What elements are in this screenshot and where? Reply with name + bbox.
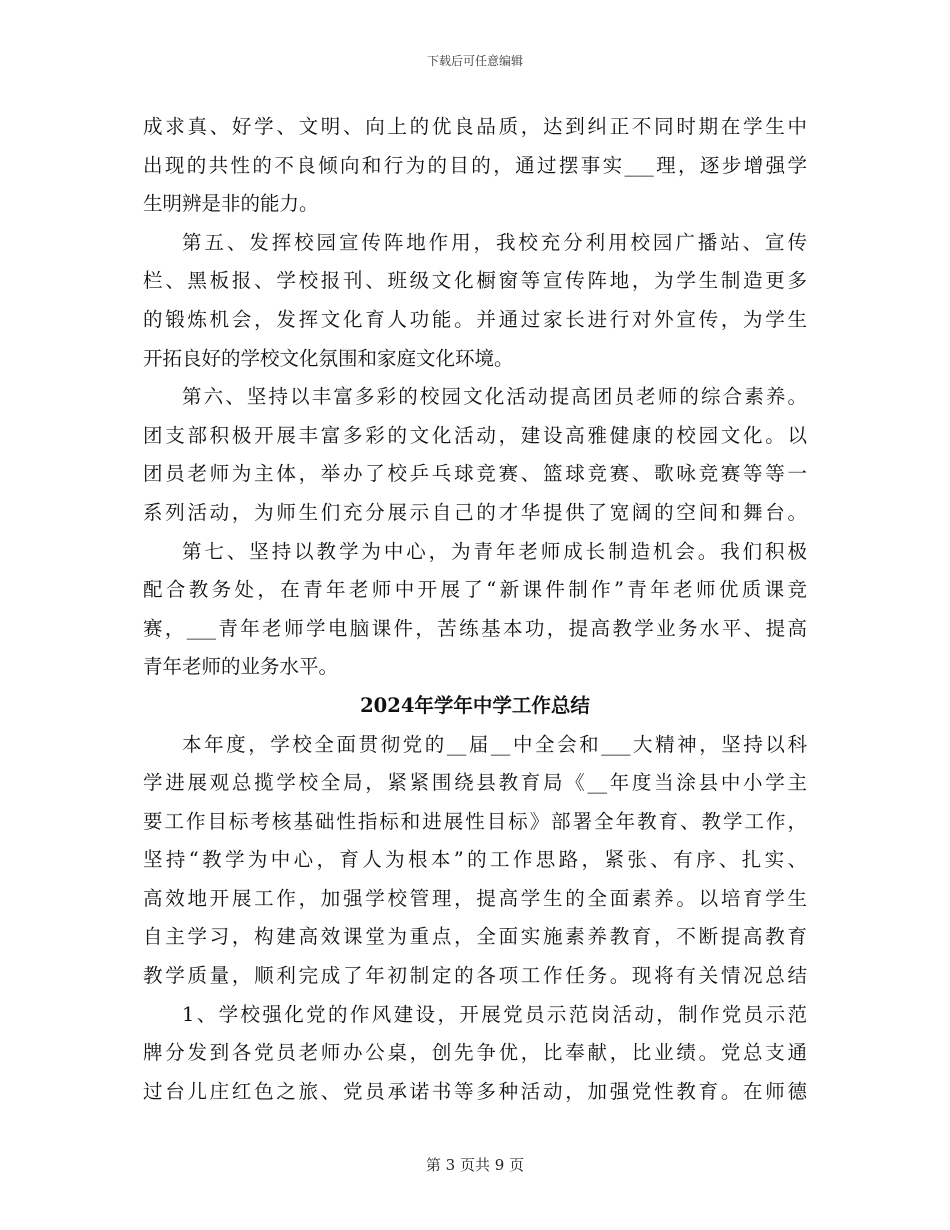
page-header: 下载后可任意编辑 <box>426 54 523 68</box>
paragraph-line: 第七、坚持以教学为中心，为青年老师成长制造机会。我们积极 <box>182 539 807 563</box>
paragraph-line: 配合教务处，在青年老师中开展了“新课件制作”青年老师优质课竞 <box>143 578 807 602</box>
paragraph-line: 第五、发挥校园宣传阵地作用，我校充分利用校园广播站、宣传 <box>182 230 807 254</box>
paragraph-line: 青年老师的业务水平。 <box>143 655 339 679</box>
paragraph-line: 要工作目标考核基础性指标和进展性目标》部署全年教育、教学工作， <box>143 809 807 833</box>
paragraph-line: 的锻炼机会，发挥文化育人功能。并通过家长进行对外宣传，为学生 <box>143 307 807 331</box>
paragraph-line: 1、学校强化党的作风建设，开展党员示范岗活动，制作党员示范 <box>182 1002 807 1026</box>
paragraph-line: 系列活动，为师生们充分展示自己的才华提供了宽阔的空间和舞台。 <box>143 500 807 524</box>
paragraph-line: 自主学习，构建高效课堂为重点，全面实施素养教育，不断提高教育 <box>143 925 807 949</box>
paragraph-line: 高效地开展工作，加强学校管理，提高学生的全面素养。以培育学生 <box>143 886 807 910</box>
paragraph-line: 团员老师为主体，举办了校乒乓球竞赛、篮球竞赛、歌咏竞赛等等一 <box>143 462 807 486</box>
paragraph-line: 本年度，学校全面贯彻党的__届__中全会和___大精神，坚持以科 <box>182 732 807 756</box>
paragraph-line: 成求真、好学、文明、向上的优良品质，达到纠正不同时期在学生中 <box>143 115 807 138</box>
paragraph-line: 牌分发到各党员老师办公桌，创先争优，比奉献，比业绩。党总支通 <box>143 1041 807 1065</box>
document-body <box>143 108 807 1111</box>
paragraph-line: 教学质量，顺利完成了年初制定的各项工作任务。现将有关情况总结 <box>143 964 807 988</box>
page-footer: 第 3 页共 9 页 <box>425 1156 525 1174</box>
paragraph-line: 开拓良好的学校文化氛围和家庭文化环境。 <box>143 346 514 370</box>
paragraph-line: 团支部积极开展丰富多彩的文化活动，建设高雅健康的校园文化。以 <box>143 423 807 447</box>
paragraph-line: 学进展观总揽学校全局，紧紧围绕县教育局《__年度当涂县中小学主 <box>143 771 807 795</box>
section-title: 2024年学年中学工作总结 <box>360 693 590 717</box>
paragraph-line: 第六、坚持以丰富多彩的校园文化活动提高团员老师的综合素养。 <box>182 385 807 409</box>
paragraph-line: 生明辨是非的能力。 <box>143 192 319 216</box>
paragraph-line: 栏、黑板报、学校报刊、班级文化橱窗等宣传阵地，为学生制造更多 <box>143 269 807 293</box>
paragraph-line: 坚持“教学为中心，育人为根本”的工作思路，紧张、有序、扎实、 <box>143 848 807 872</box>
paragraph-line: 过台儿庄红色之旅、党员承诺书等多种活动，加强党性教育。在师德 <box>143 1079 807 1103</box>
paragraph-line: 出现的共性的不良倾向和行为的目的，通过摆事实___理，逐步增强学 <box>143 153 807 177</box>
paragraph-line: 赛，___青年老师学电脑课件，苦练基本功，提高教学业务水平、提高 <box>143 616 807 640</box>
